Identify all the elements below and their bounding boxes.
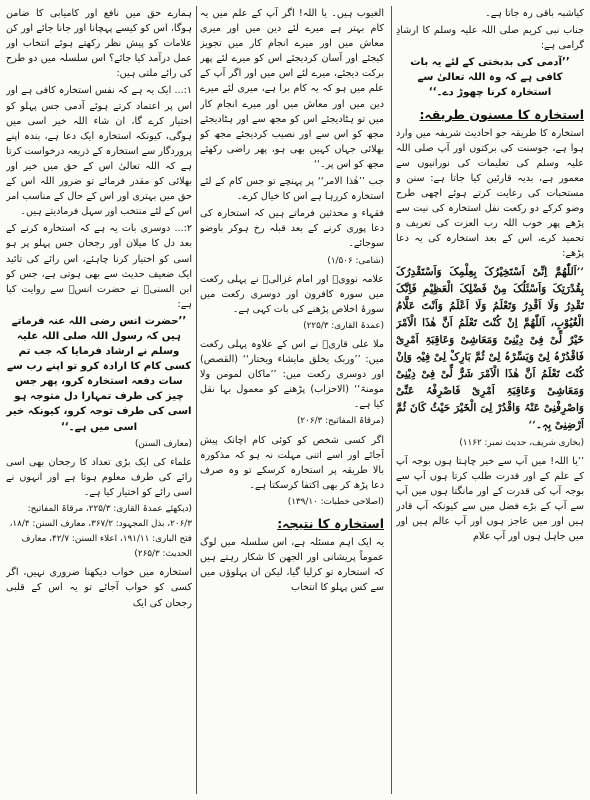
reference: (اصلاحی خطبات: ۱۳۹/۱۰) xyxy=(287,496,384,507)
paragraph: استخارہ کا طریقہ جو احادیث شریفہ میں وارد ہوا ہے، جوسنت کی برکتوں اور آپ صلی اللہ علیہ وسلم کی تعلیمات کی نورانیوں سے معمور ہے، بدیہ قارئین کیا جاتا ہے: سنن و مستحبات کی رعایت کرتے ہوئے اچھی طرح وضو کرکے دو رکعت نفل استخارہ کی نیت سے پڑھے پھر خوب اللہ رب العزت کی تعریف و تحمید کرے، اس کے بعد استخارہ کی یہ دعا پڑھے: xyxy=(396,127,584,260)
section-heading: استخارہ کا نتیجہ: xyxy=(277,516,384,531)
column-divider xyxy=(196,6,197,794)
reference: (مرقاۃ المفاتیح: ۲۰۶/۳) xyxy=(296,416,384,427)
paragraph: اگر کسی شخص کو کوئی کام اچانک پیش آجائے اور اسے اتنی مہلت نہ ہو کہ مذکورہ بالا طریقہ پر استخارہ کرسکے تو وہ صرف دعا پڑھ کر بھی اکتفا کرسکتا ہے۔ xyxy=(200,434,384,491)
paragraph: ۲:... دوسری بات یہ ہے کہ استخارہ کرنے کے بعد دل کا میلان اور رجحان جس پہلو پر ہو اسی کو اختیار کرنا چاہئے، اس رائے کی تائید ایک ضعیف حدیث سے بھی ہوتی ہے، جس کو ابن السنیؒ نے حضرت انسؓ سے روایت کیا ہے: xyxy=(6,223,192,310)
paragraph: استخارہ میں خواب دیکھنا ضروری نہیں، اگر کسی کو خواب آجائے تو یہ اس کے قلبی رجحان کی ایک xyxy=(6,567,192,609)
section-heading: استخارہ کا مسنون طریقہ: xyxy=(419,106,584,122)
middle-column xyxy=(200,6,384,794)
reference: (بخاری شریف، حدیث نمبر: ۱۱۶۲) xyxy=(459,437,584,448)
paragraph: جب ’’ھٰذا الامر‘‘ پر پہنچے تو جس کام کے لئے استخارہ کررہا ہے اس کا خیال کرے۔ xyxy=(200,176,384,203)
reference: (شامی: ۱/۵۰۶) xyxy=(327,255,384,266)
paragraph: یہ ایک اہم مسئلہ ہے، اس سلسلہ میں لوگ عموماً پریشانی اور الجھن کا شکار رہتے ہیں کہ استخارہ تو کرلیا گیا، لیکن ان پہلوؤں میں سے کس پہلو کا انتخاب xyxy=(200,537,384,594)
paragraph: ۱:... ایک یہ ہے کہ نفس استخارہ کافی ہے اور اس پر اعتماد کرتے ہوئے آدمی جس پہلو کو اختیار کرے گا، ان شاء اللہ خیر اسی میں ہوگی، کیونکہ استخارہ ایک دعا ہے، بندہ اپنے پروردگار سے استخارہ کے ذریعہ درخواست کرتا ہے کہ اللہ تعالیٰ اس کے حق میں خیر اور بھلائی کو مقدر فرمائے تو ضرور اللہ اس کے حق میں بہتری اور اس کے حال کے مناسب امر اس کے لئے منتخب اور سہل فرمادیتے ہیں۔ xyxy=(6,85,192,218)
arabic-dua: ’’اَللّٰھُمَّ اِنِّیْ اَسْتَخِیْرُکَ بِعِلْمِکَ وَاَسْتَقْدِرُکَ بِقُدْرَتِکَ وَاَسْئَلُکَ مِنْ فَضْلِکَ الْعَظِیْمِ فَاِنَّکَ تَقْدِرُ وَلَا اَقْدِرُ وَتَعْلَمُ وَلَا اَعْلَمُ وَاَنْتَ عَلَّامُ الْغُیُوْبِ، اَللّٰھُمَّ اِنْ کُنْتَ تَعْلَمُ اَنَّ ھٰذَا الْاَمْرَ خَیْرٌ لِّیْ فِیْ دِیْنِیْ وَمَعَاشِیْ وَعَاقِبَۃِ اَمْرِیْ فَاقْدُرْہُ لِیْ وَیَسِّرْہُ لِیْ ثُمَّ بَارِکْ لِیْ فِیْہِ وَاِنْ کُنْتَ تَعْلَمُ اَنَّ ھٰذَا الْاَمْرَ شَرٌّ لِّیْ فِیْ دِیْنِیْ وَمَعَاشِیْ وَعَاقِبَۃِ اَمْرِیْ فَاصْرِفْہُ عَنِّیْ وَاصْرِفْنِیْ عَنْہُ وَاقْدُرْ لِیَ الْخَیْرَ حَیْثُ کَانَ ثُمَّ اَرْضِنِیْ بِہٖ۔‘‘ xyxy=(396,265,584,431)
paragraph: ہمارے حق میں نافع اور کامیابی کا ضامن ہوگا، اس کو کیسے پہچانا اور جانا جائے اور کن علامات کو پیش نظر رکھتے ہوئے انتخاب اور عمل درآمد کیا جائے؟ اس سلسلہ میں دو طرح کی رائے ملتی ہیں: xyxy=(6,8,192,80)
column-divider xyxy=(391,6,392,794)
reference: (عمدۃ القاری: ۲۲۵/۳) xyxy=(303,320,384,331)
paragraph: ملا علی قاریؒ نے اس کے علاوہ پہلی رکعت میں: ’’وربک یخلق مایشاء ویختار‘‘ (القصص) اور دوسری رکعت میں: ’’ماکان لمومن ولا مومنۃ‘‘ (الاحزاب) پڑھنے کو معمول بہا نقل کیا ہے۔ xyxy=(200,338,384,411)
hadith-quote: ’’حضرت انس رضی اللہ عنہ فرماتے ہیں کہ رسول اللہ صلی اللہ علیہ وسلم نے ارشاد فرمایا کہ جب تم کسی کام کا ارادہ کرو تو اپنے رب سے سات دفعہ استخارہ کرو، پھر جس چیز کی طرف تمہارا دل متوجہ ہو اسی کی طرف توجہ کرو، کیونکہ خیر اسی میں ہے۔‘‘ xyxy=(6,315,192,433)
paragraph: ’’یا اللہ! میں آپ سے خیر چاہتا ہوں بوجہ آپ کے علم کے اور قدرت طلب کرتا ہوں آپ سے بوجہ آپ کی قدرت کے اور مانگتا ہوں میں آپ سے آپ کے بڑے فضل میں سے کیونکہ آپ قادر ہیں اور میں عاجز ہوں اور آپ عالم ہیں اور میں جاہل ہوں اور آپ علام xyxy=(396,455,584,543)
paragraph: علماء کی ایک بڑی تعداد کا رجحان بھی اسی رائے کی طرف معلوم ہوتا ہے اور انہوں نے اسی رائے کو اختیار کیا ہے۔ xyxy=(6,456,192,498)
left-column xyxy=(6,6,192,794)
right-column xyxy=(396,6,584,794)
paragraph: جناب نبی کریم صلی اللہ علیہ وسلم کا ارشادِ گرامی ہے: xyxy=(396,25,584,52)
paragraph: فقہاء و محدثین فرماتے ہیں کہ استخارہ کی دعا پوری کرنے کے بعد قبلہ رخ ہوکر باوضو سوجائے۔ xyxy=(200,208,384,250)
paragraph: علامہ نوویؒ اور امام غزالیؒ نے پہلی رکعت میں سورہ کافرون اور دوسری رکعت میں سورۂ اخلاص پڑھنے کی بات کہی ہے۔ xyxy=(200,273,384,315)
hadith-quote: ’’آدمی کی بدبختی کے لئے یہ بات کافی ہے کہ وہ اللہ تعالیٰ سے استخارہ کرنا چھوڑ دے۔‘‘ xyxy=(410,57,570,99)
reference: (دیکھئے عمدۃ القاری: ۲۲۵/۳، مرقاۃ المفاتیح: ۲۰۶/۳، بذل المجہود: ۳۶۷/۲، معارف السنن: ۱۸/۴، فتح الباری: ۱۹۱/۱۱، اعلاء السنن: ۴۲/۷، معارف الحدیث: ۲۶۵/۳) xyxy=(9,504,192,560)
paragraph: الغیوب ہیں۔ یا اللہ! اگر آپ کے علم میں یہ کام بہتر ہے میرے لئے دین میں اور میری معاش میں اور میرے انجام کار میں تجویز کیجئے اور آسان کردیجئے اس کو میرے لئے پھر برکت دیجئے، میرے لئے اس میں اور اگر آپ کے علم میں ہو کہ یہ کام برا ہے، میری لئے میرے دین میں اور معاش میں اور میرے انجام کار میں تو ہٹادیجئے اس کو مجھ سے اور ہٹادیجئے مجھ کو اس سے اور نصیب کردیجئے مجھ کو بھلائی جہاں کہیں بھی ہو، پھر راضی رکھئے مجھ کو اس پر۔‘‘ xyxy=(200,8,384,170)
paragraph: کیاشبہ باقی رہ جاتا ہے۔ xyxy=(485,8,584,19)
reference: (معارف السنن) xyxy=(135,438,192,449)
